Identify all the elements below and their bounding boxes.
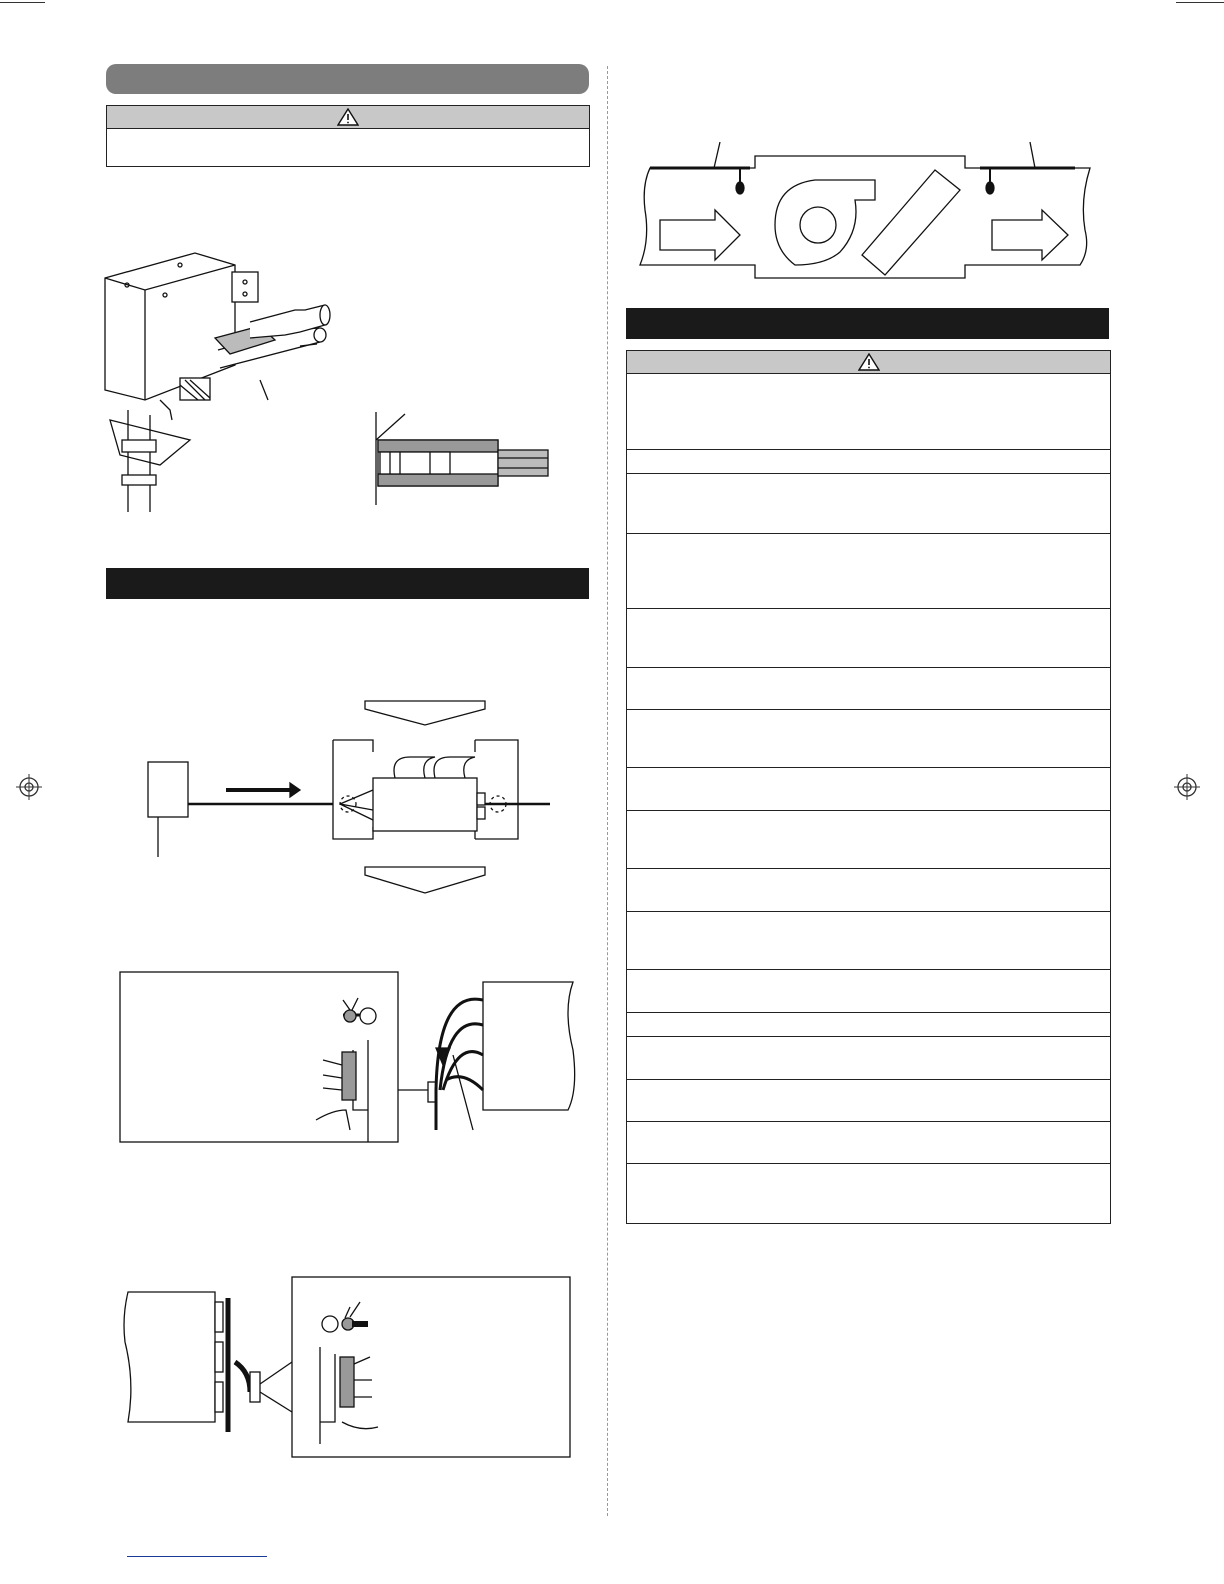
warning-row bbox=[627, 1080, 1110, 1122]
crop-mark-top-left bbox=[0, 2, 45, 3]
cross-section-icon bbox=[370, 410, 550, 510]
registration-mark-right-icon bbox=[1174, 774, 1200, 800]
registration-mark-left-icon bbox=[16, 774, 42, 800]
warning-row bbox=[627, 374, 1110, 450]
warning-row bbox=[627, 869, 1110, 912]
connector-icon-alt bbox=[120, 1272, 575, 1462]
warning-row bbox=[627, 668, 1110, 710]
warning-row bbox=[627, 912, 1110, 970]
warning-row bbox=[627, 768, 1110, 811]
warning-row bbox=[627, 710, 1110, 768]
warning-triangle-icon bbox=[858, 353, 880, 371]
warning-box bbox=[106, 105, 590, 167]
warning-row bbox=[627, 811, 1110, 869]
warning-row bbox=[627, 1164, 1110, 1224]
warning-row bbox=[627, 970, 1110, 1013]
wiring-diagram-icon bbox=[140, 695, 560, 900]
warning-row bbox=[627, 1013, 1110, 1037]
duct-fan-icon bbox=[630, 140, 1100, 285]
warning-row bbox=[627, 1122, 1110, 1164]
warning-triangle-icon bbox=[337, 108, 359, 126]
section-bar-gray bbox=[106, 64, 589, 94]
footer-rule bbox=[127, 1556, 267, 1557]
warning-row bbox=[627, 474, 1110, 534]
warning-table bbox=[626, 350, 1111, 1224]
warning-row bbox=[627, 450, 1110, 474]
section-bar-black-right bbox=[626, 308, 1109, 339]
warning-row bbox=[627, 609, 1110, 668]
pipe-box-icon bbox=[100, 250, 340, 512]
crop-mark-top-right bbox=[1176, 2, 1224, 3]
section-bar-black-left bbox=[106, 568, 589, 599]
column-divider bbox=[607, 66, 608, 1516]
warning-row bbox=[627, 534, 1110, 609]
warning-row bbox=[627, 1037, 1110, 1080]
warning-table-header bbox=[627, 351, 1110, 374]
warning-box-header bbox=[107, 106, 589, 129]
connector-icon bbox=[118, 970, 578, 1145]
